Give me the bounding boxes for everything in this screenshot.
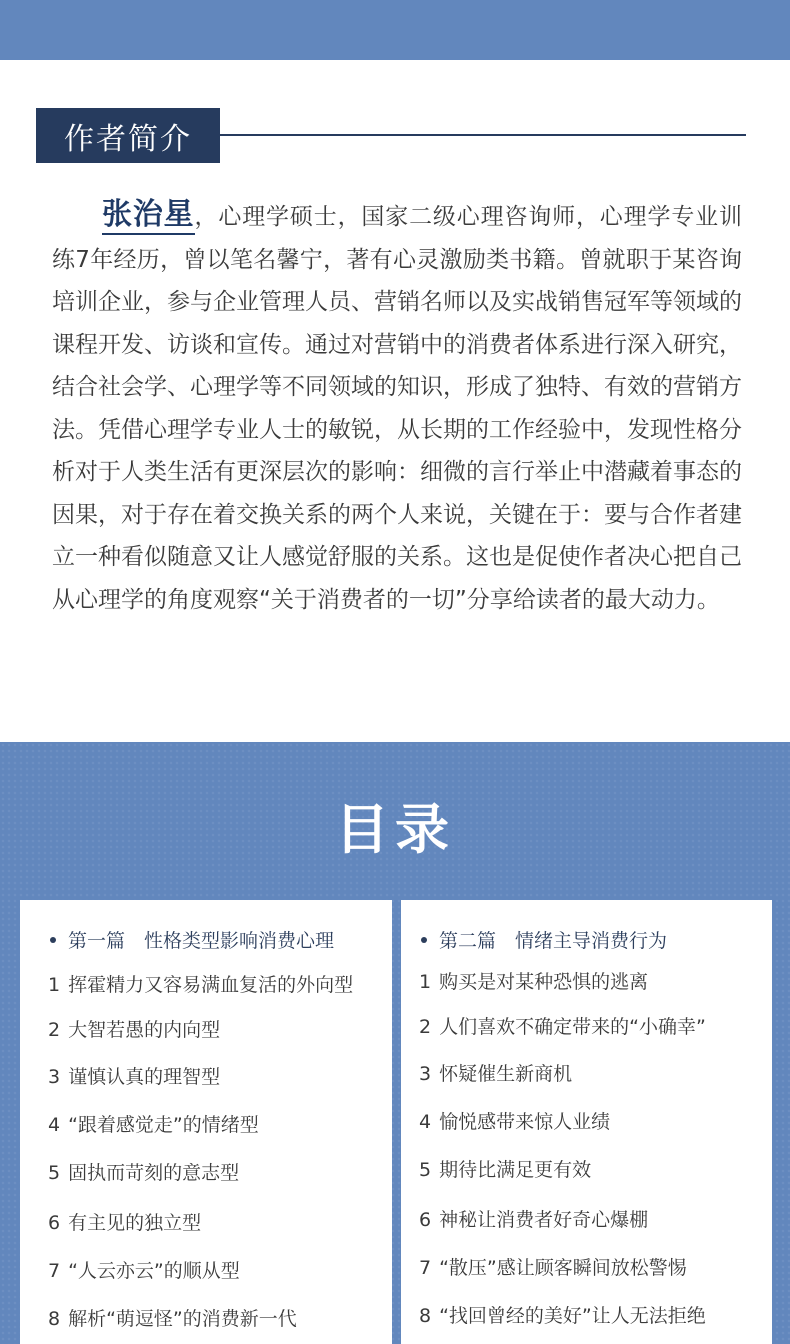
toc-entry[interactable]: 2 人们喜欢不确定带来的“小确幸” [419, 1016, 706, 1038]
author-bio [52, 194, 742, 621]
toc-entry[interactable]: 3 谨慎认真的理智型 [48, 1066, 221, 1088]
toc-entry[interactable]: 1 挥霍精力又容易满血复活的外向型 [48, 974, 354, 996]
toc-entry[interactable]: 5 期待比满足更有效 [419, 1159, 592, 1181]
toc-entry[interactable]: 4 “跟着感觉走”的情绪型 [48, 1114, 259, 1136]
toc-title: 目录 [335, 798, 455, 861]
toc-card-part-two [401, 900, 772, 1344]
toc-entry[interactable]: 8 解析“萌逗怪”的消费新一代 [48, 1308, 297, 1330]
toc-entry[interactable]: 5 固执而苛刻的意志型 [48, 1162, 240, 1184]
author-section [0, 60, 790, 742]
toc-entry[interactable]: 7 “人云亦云”的顺从型 [48, 1260, 240, 1282]
toc-part-heading[interactable]: 第二篇 情绪主导消费行为 [401, 926, 667, 953]
bullet-icon [421, 937, 427, 943]
toc-entry[interactable]: 4 愉悦感带来惊人业绩 [419, 1111, 611, 1133]
toc-section [0, 742, 790, 1344]
top-banner [0, 0, 790, 60]
toc-entry[interactable]: 2 大智若愚的内向型 [48, 1019, 221, 1041]
author-name: 张治星 [102, 197, 195, 235]
toc-entry[interactable]: 7 “散压”感让顾客瞬间放松警惕 [419, 1257, 687, 1279]
toc-entry[interactable]: 6 神秘让消费者好奇心爆棚 [419, 1209, 649, 1231]
bullet-icon [50, 937, 56, 943]
toc-entry[interactable]: 6 有主见的独立型 [48, 1212, 202, 1234]
toc-entry[interactable]: 3 怀疑催生新商机 [419, 1063, 573, 1085]
author-heading: 作者简介 [36, 108, 220, 163]
toc-entry[interactable]: 1 购买是对某种恐惧的逃离 [419, 971, 649, 993]
heading-rule [220, 134, 746, 136]
author-bio-text: ，心理学硕士，国家二级心理咨询师，心理学专业训练7年经历，曾以笔名馨宁，著有心灵激励类书籍。曾就职于某咨询培训企业，参与企业管理人员、营销名师以及实战销售冠军等领域的课程开发、访谈和宣传。通过对营销中的消费者体系进行深入研究，结合社会学、心理学等不同领域的知识，形成了独特、有效的营销方法。凭借心理学专业人士的敏锐，从长期的工作经验中，发现性格分析对于人类生活有更深层次的影响：细微的言行举止中潜藏着事态的因果，对于存在着交换关系的两个人来说，关键在于：要与合作者建立一种看似随意又让人感觉舒服的关系。这也是促使作者决心把自己从心理学的角度观察“关于消费者的一切”分享给读者的最大动力。 [52, 204, 743, 613]
toc-part-heading[interactable]: 第一篇 性格类型影响消费心理 [20, 926, 334, 953]
toc-entry[interactable]: 8 “找回曾经的美好”让人无法拒绝 [419, 1305, 706, 1327]
toc-card-part-one [20, 900, 392, 1344]
